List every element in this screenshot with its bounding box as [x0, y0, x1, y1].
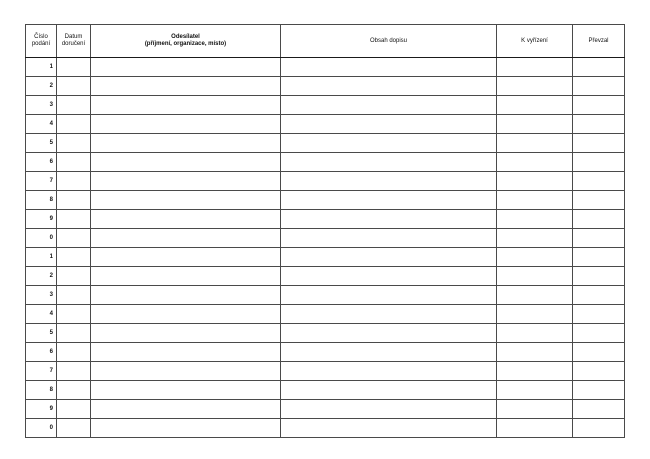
sender-cell — [91, 419, 281, 438]
row-number-cell: 4 — [26, 305, 57, 324]
taken-over-cell — [573, 362, 625, 381]
header-sender-line2: (příjmení, organizace, místo) — [144, 41, 227, 47]
taken-over-cell — [573, 210, 625, 229]
sender-cell — [91, 381, 281, 400]
sender-cell — [91, 210, 281, 229]
taken-over-cell — [573, 229, 625, 248]
to-resolve-cell — [497, 58, 573, 77]
delivery-date-cell — [57, 77, 91, 96]
table-row — [26, 362, 625, 381]
delivery-date-cell — [57, 172, 91, 191]
taken-over-cell — [573, 191, 625, 210]
to-resolve-cell — [497, 362, 573, 381]
row-number-cell: 5 — [26, 324, 57, 343]
row-number-cell: 6 — [26, 343, 57, 362]
row-number-cell: 5 — [26, 134, 57, 153]
delivery-date-cell — [57, 210, 91, 229]
taken-over-cell — [573, 77, 625, 96]
to-resolve-cell — [497, 248, 573, 267]
header-delivery-date — [57, 25, 91, 58]
delivery-date-cell — [57, 286, 91, 305]
delivery-date-cell — [57, 58, 91, 77]
letter-content-cell — [281, 248, 497, 267]
letter-content-cell — [281, 172, 497, 191]
delivery-date-cell — [57, 153, 91, 172]
header-submission-number-line1: Číslo — [34, 34, 48, 40]
sender-cell — [91, 77, 281, 96]
to-resolve-cell — [497, 419, 573, 438]
letter-content-cell — [281, 362, 497, 381]
to-resolve-cell — [497, 400, 573, 419]
sender-cell — [91, 267, 281, 286]
delivery-date-cell — [57, 305, 91, 324]
letter-content-cell — [281, 286, 497, 305]
row-number-cell: 7 — [26, 362, 57, 381]
to-resolve-cell — [497, 343, 573, 362]
delivery-date-cell — [57, 343, 91, 362]
sender-cell — [91, 324, 281, 343]
letter-content-cell — [281, 58, 497, 77]
taken-over-cell — [573, 324, 625, 343]
header-row — [26, 25, 625, 58]
letter-content-cell — [281, 343, 497, 362]
to-resolve-cell — [497, 210, 573, 229]
to-resolve-cell — [497, 305, 573, 324]
letter-content-cell — [281, 153, 497, 172]
header-delivery-date-line2: doručení — [61, 41, 86, 47]
row-number-cell: 0 — [26, 229, 57, 248]
table-row — [26, 343, 625, 362]
row-number-cell: 1 — [26, 58, 57, 77]
header-submission-number-line2: podání — [31, 41, 51, 47]
to-resolve-cell — [497, 96, 573, 115]
delivery-date-cell — [57, 400, 91, 419]
table-row — [26, 286, 625, 305]
header-sender — [91, 25, 281, 58]
taken-over-cell — [573, 153, 625, 172]
table-row — [26, 172, 625, 191]
delivery-date-cell — [57, 248, 91, 267]
to-resolve-cell — [497, 267, 573, 286]
table-row — [26, 153, 625, 172]
table-row — [26, 58, 625, 77]
table-row — [26, 210, 625, 229]
sender-cell — [91, 362, 281, 381]
table-row — [26, 96, 625, 115]
to-resolve-cell — [497, 77, 573, 96]
taken-over-cell — [573, 267, 625, 286]
delivery-date-cell — [57, 324, 91, 343]
to-resolve-cell — [497, 191, 573, 210]
letter-content-cell — [281, 305, 497, 324]
table-row — [26, 115, 625, 134]
taken-over-cell — [573, 96, 625, 115]
table-row — [26, 419, 625, 438]
taken-over-cell — [573, 58, 625, 77]
row-number-cell: 2 — [26, 77, 57, 96]
row-number-cell: 9 — [26, 210, 57, 229]
sender-cell — [91, 400, 281, 419]
taken-over-cell — [573, 134, 625, 153]
sender-cell — [91, 172, 281, 191]
to-resolve-cell — [497, 324, 573, 343]
to-resolve-cell — [497, 172, 573, 191]
to-resolve-cell — [497, 115, 573, 134]
to-resolve-cell — [497, 153, 573, 172]
header-delivery-date-line1: Datum — [64, 34, 83, 40]
taken-over-cell — [573, 343, 625, 362]
delivery-date-cell — [57, 267, 91, 286]
delivery-date-cell — [57, 229, 91, 248]
sender-cell — [91, 153, 281, 172]
sender-cell — [91, 96, 281, 115]
taken-over-cell — [573, 419, 625, 438]
taken-over-cell — [573, 172, 625, 191]
header-to-resolve: K vyřízení — [497, 25, 573, 58]
table-row — [26, 229, 625, 248]
delivery-date-cell — [57, 362, 91, 381]
row-number-cell: 3 — [26, 286, 57, 305]
taken-over-cell — [573, 286, 625, 305]
delivery-date-cell — [57, 115, 91, 134]
table-row — [26, 381, 625, 400]
sender-cell — [91, 248, 281, 267]
delivery-date-cell — [57, 191, 91, 210]
letter-content-cell — [281, 134, 497, 153]
header-taken-over: Převzal — [573, 25, 625, 58]
delivery-date-cell — [57, 134, 91, 153]
row-number-cell: 4 — [26, 115, 57, 134]
sender-cell — [91, 134, 281, 153]
row-number-cell: 2 — [26, 267, 57, 286]
letter-content-cell — [281, 267, 497, 286]
row-number-cell: 0 — [26, 419, 57, 438]
sender-cell — [91, 58, 281, 77]
to-resolve-cell — [497, 134, 573, 153]
header-sender-line1: Odesílatel — [171, 34, 200, 40]
sender-cell — [91, 191, 281, 210]
header-submission-number — [26, 25, 57, 58]
mail-register-form — [25, 24, 624, 435]
row-number-cell: 9 — [26, 400, 57, 419]
row-number-cell: 3 — [26, 96, 57, 115]
table-row — [26, 77, 625, 96]
letter-content-cell — [281, 381, 497, 400]
to-resolve-cell — [497, 286, 573, 305]
letter-content-cell — [281, 400, 497, 419]
row-number-cell: 1 — [26, 248, 57, 267]
row-number-cell: 6 — [26, 153, 57, 172]
taken-over-cell — [573, 115, 625, 134]
taken-over-cell — [573, 248, 625, 267]
letter-content-cell — [281, 191, 497, 210]
sender-cell — [91, 229, 281, 248]
to-resolve-cell — [497, 381, 573, 400]
sender-cell — [91, 115, 281, 134]
letter-content-cell — [281, 210, 497, 229]
table-row — [26, 134, 625, 153]
row-number-cell: 8 — [26, 381, 57, 400]
row-number-cell: 7 — [26, 172, 57, 191]
row-number-cell: 8 — [26, 191, 57, 210]
table-row — [26, 305, 625, 324]
taken-over-cell — [573, 305, 625, 324]
table-row — [26, 191, 625, 210]
letter-content-cell — [281, 115, 497, 134]
delivery-date-cell — [57, 381, 91, 400]
to-resolve-cell — [497, 229, 573, 248]
table-row — [26, 400, 625, 419]
delivery-date-cell — [57, 419, 91, 438]
table-row — [26, 267, 625, 286]
taken-over-cell — [573, 381, 625, 400]
sender-cell — [91, 343, 281, 362]
letter-content-cell — [281, 229, 497, 248]
sender-cell — [91, 286, 281, 305]
delivery-date-cell — [57, 96, 91, 115]
table-row — [26, 324, 625, 343]
table-row — [26, 248, 625, 267]
mail-register-table — [25, 24, 625, 438]
letter-content-cell — [281, 419, 497, 438]
sender-cell — [91, 305, 281, 324]
letter-content-cell — [281, 96, 497, 115]
letter-content-cell — [281, 324, 497, 343]
letter-content-cell — [281, 77, 497, 96]
header-letter-content: Obsah dopisu — [281, 25, 497, 58]
taken-over-cell — [573, 400, 625, 419]
register-body — [26, 58, 625, 438]
